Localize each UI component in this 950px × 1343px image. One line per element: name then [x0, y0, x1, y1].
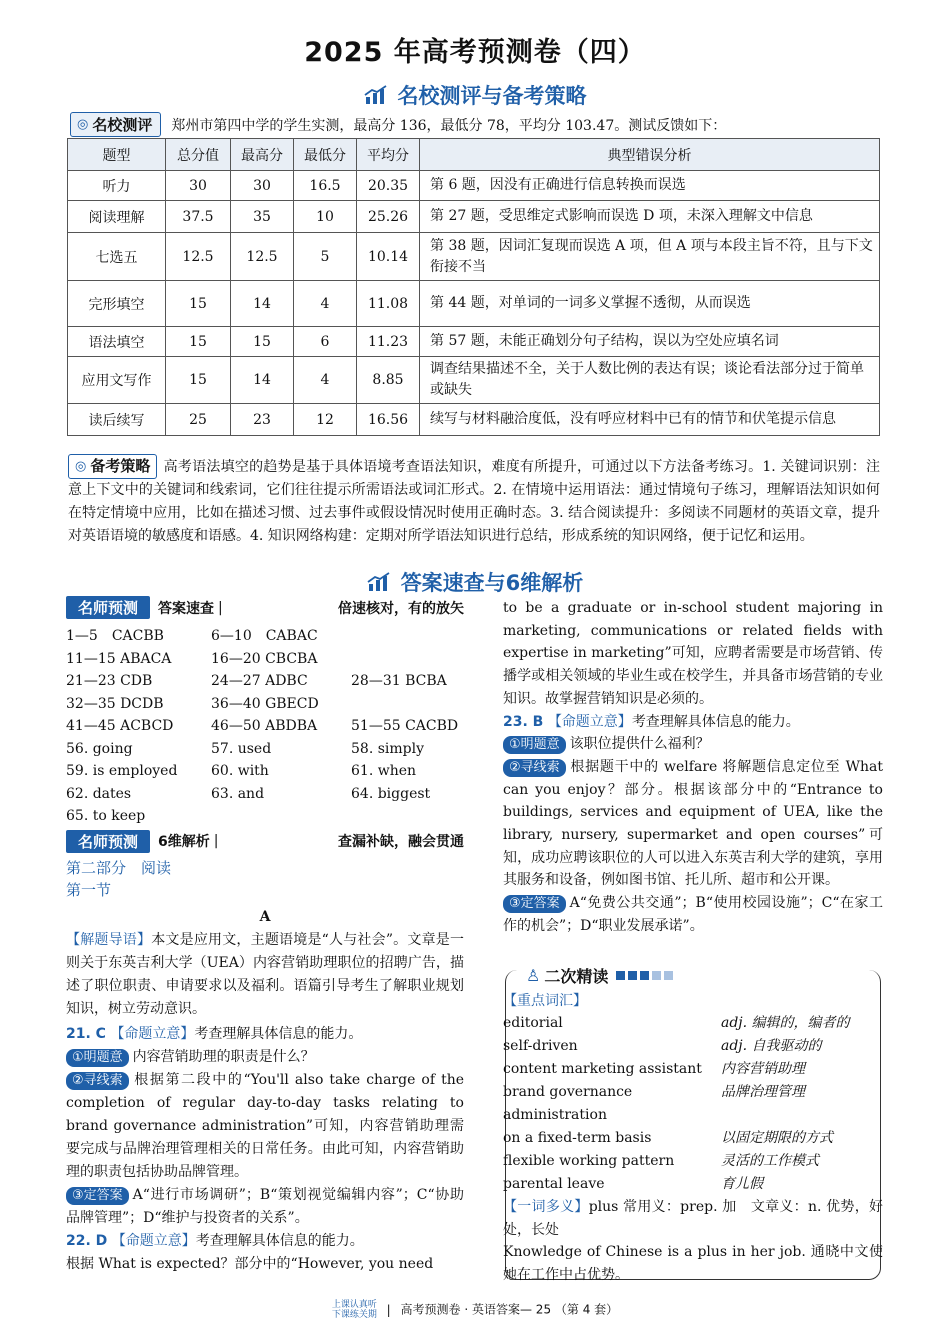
table-header: 最低分	[294, 139, 357, 171]
vocab-term: parental leave	[503, 1176, 605, 1192]
answer-item: 21—23 CDB	[66, 673, 153, 689]
right-column	[503, 597, 883, 938]
vocab-meaning: 品牌治理管理	[721, 1084, 805, 1100]
table-cell: 完形填空	[68, 281, 166, 327]
table-header: 典型错误分析	[420, 139, 880, 171]
vocab-row	[503, 1058, 883, 1081]
table-cell: 15	[166, 281, 231, 327]
answer-item: 41—45 ACBCD	[66, 718, 174, 734]
vocab-row	[503, 1081, 883, 1127]
table-cell: 25	[166, 404, 231, 436]
answer-item: 57. used	[211, 740, 272, 757]
vocab-meaning: 灵活的工作模式	[721, 1153, 819, 1169]
table-cell: 七选五	[68, 233, 166, 281]
table-row	[68, 201, 880, 233]
answer-item: 65. to keep	[66, 808, 146, 824]
analysis-bar	[66, 830, 464, 853]
table-cell: 35	[231, 201, 294, 233]
table-cell: 25.26	[357, 201, 420, 233]
strategy-text: 高考语法填空的趋势是基于具体语境考查语法知识，难度有所提升，可通过以下方法备考练习。1. 关键词识别：注意上下文中的关键词和线索词，它们往往提示所需语法或词汇形式。2. 在情境中运用语法：通过情境句子练习，理解语法知识如何在特定情境中应用，比如在描述习惯、过去事件或假设情况时使用正确时态。3. 结合阅读提升：多阅读不同题材的英语文章，提升对英语语境的敏感度和语感。4. 知识网络构建：定期对所学语法知识进行总结，形成系统的知识网络，便于记忆和运用。	[68, 459, 880, 544]
q22-header: 22. D 【命题立意】考查理解具体信息的能力。	[66, 1232, 364, 1249]
q23-step2: ②寻线索 根据题干中的 welfare 将解题信息定位至 What can you enjoy？部分。根据该部分中的“Entrance to buildings, services and equipment of UEA, like the library, nursery, supermarket and open courses”可知，成功应聘该职位的人可以进入东英吉利大学的建筑，享用其服务和设备，例如图书馆、托儿所、超市和公开课。	[503, 758, 883, 889]
strategy-block	[68, 454, 880, 548]
table-cell: 听力	[68, 171, 166, 201]
passage-label: A	[259, 908, 271, 925]
vocab-block	[503, 990, 883, 1287]
answer-grid	[66, 625, 464, 828]
strategy-tag: ◎ 备考策略	[68, 454, 157, 479]
table-header: 总分值	[166, 139, 231, 171]
q21-step1: ①明题意 内容营销助理的职责是什么？	[66, 1046, 464, 1069]
eval-tag: ◎ 名校测评	[70, 112, 161, 137]
table-cell: 20.35	[357, 171, 420, 201]
table-cell: 30	[166, 171, 231, 201]
table-cell: 14	[231, 357, 294, 404]
chart-icon	[367, 572, 391, 592]
vocab-row	[503, 1012, 883, 1035]
table-cell: 12	[294, 404, 357, 436]
answer-item: 63. and	[211, 785, 265, 802]
table-cell: 5	[294, 233, 357, 281]
q23-step3: ③定答案 A“免费公共交通”；B“使用校园设施”；C“在家工作的机会”；D“职业发展承诺”。	[503, 895, 883, 934]
table-header: 题型	[68, 139, 166, 171]
table-cell: 16.56	[357, 404, 420, 436]
table-cell: 4	[294, 281, 357, 327]
table-cell: 读后续写	[68, 404, 166, 436]
answer-item: 32—35 DCDB	[66, 695, 164, 712]
vocab-term: editorial	[503, 1015, 563, 1031]
page-title: 2025 年高考预测卷（四）	[304, 37, 646, 68]
divider: |	[213, 833, 219, 849]
table-row	[68, 404, 880, 436]
chart-icon	[364, 85, 388, 105]
answer-item: 46—50 ABDBA	[211, 718, 318, 734]
table-cell: 应用文写作	[68, 357, 166, 404]
table-row	[68, 233, 880, 281]
answers-bar	[66, 596, 464, 619]
table-cell: 第 44 题，对单词的一词多义掌握不透彻，从而误选	[420, 281, 880, 327]
eval-intro	[70, 112, 890, 137]
table-cell: 15	[231, 327, 294, 357]
table-cell: 30	[231, 171, 294, 201]
table-cell: 续写与材料融洽度低，没有呼应材料中已有的情节和伏笔提示信息	[420, 404, 880, 436]
table-row	[68, 281, 880, 327]
table-cell: 第 57 题，未能正确划分句子结构，误以为空处应填名词	[420, 327, 880, 357]
section-title-answers	[0, 567, 950, 597]
part-title: 第二部分 阅读	[66, 858, 172, 877]
section-label: 第一节	[66, 880, 112, 899]
table-cell: 第 6 题，因没有正确进行信息转换而误选	[420, 171, 880, 201]
table-cell: 4	[294, 357, 357, 404]
table-cell: 15	[166, 327, 231, 357]
ribbon-label: 名师预测	[66, 830, 150, 853]
answer-item: 64. biggest	[351, 785, 431, 802]
table-cell: 12.5	[231, 233, 294, 281]
brand-logo: 上课认真听 下课练关期	[331, 1300, 377, 1320]
page-footer: 上课认真听 下课练关期 | 高考预测卷 · 英语答案— 25 （第 4 套）	[331, 1300, 619, 1320]
table-row	[68, 357, 880, 404]
answer-item: 16—20 CBCBA	[211, 650, 318, 667]
answer-item: 1—5 CACBB	[66, 628, 164, 644]
answer-item: 51—55 CACBD	[351, 718, 459, 734]
vocab-meaning: 以固定期限的方式	[721, 1130, 833, 1146]
table-cell: 15	[166, 357, 231, 404]
table-cell: 第 38 题，因词汇复现而误选 A 项，但 A 项与本段主旨不符，且与下文衔接不当	[420, 233, 880, 281]
answer-item: 36—40 GBECD	[211, 695, 319, 712]
section-title-text: 答案速查与6维解析	[400, 571, 584, 595]
vocab-heading: 【重点词汇】	[503, 993, 587, 1009]
ribbon-label: 名师预测	[66, 596, 150, 619]
answer-item: 6—10 CABAC	[211, 628, 318, 644]
answer-item	[351, 693, 464, 716]
vocab-term: brand governance administration	[503, 1084, 633, 1123]
table-row	[68, 327, 880, 357]
table-cell: 12.5	[166, 233, 231, 281]
table-cell: 23	[231, 404, 294, 436]
footer-text: 高考预测卷 · 英语答案— 25 （第 4 套）	[400, 1302, 619, 1317]
answers-sub: 答案速查	[158, 600, 215, 617]
answer-item	[351, 648, 464, 671]
vocab-term: self-driven	[503, 1038, 578, 1054]
eval-intro-text: 郑州市第四中学的学生实测，最高分 136，最低分 78，平均分 103.47。测试反馈如下：	[171, 117, 727, 134]
vocab-meaning: 育儿假	[721, 1176, 763, 1192]
answer-item	[351, 625, 464, 648]
q21-step2: ②寻线索 根据第二段中的“You'll also take charge of the completion of regular day-to-day tasks relating to brand governance administration”可知，内容营销助理需要完成与品牌治理管理相关的日常任务。由此可知，内容营销助理的职责包括协助品牌管理。	[66, 1071, 464, 1180]
guide-paragraph: 【解题导语】本文是应用文，主题语境是“人与社会”。文章是一则关于东英吉利大学（UEA）内容营销助理职位的招聘广告，描述了职位职责、申请要求以及福利。语篇引导考生了解职业规划知识，树立劳动意识。	[66, 931, 464, 1017]
table-cell: 6	[294, 327, 357, 357]
table-row	[68, 171, 880, 201]
answer-item: 56. going	[66, 740, 133, 757]
table-cell: 阅读理解	[68, 201, 166, 233]
q23-step1: ①明题意 该职位提供什么福利？	[503, 733, 883, 756]
polysemy-example: Knowledge of Chinese is a plus in her job. 通晓中文使她在工作中占优势。	[503, 1244, 883, 1284]
table-header-row	[68, 139, 880, 171]
polysemy: 【一词多义】plus 常用义：prep. 加 文章义：n. 优势，好处，长处	[503, 1199, 883, 1238]
level-bars	[616, 971, 673, 980]
eval-table	[67, 138, 880, 436]
q21-step3: ③定答案 A“进行市场调研”；B“策划视觉编辑内容”；C“协助品牌管理”；D“维护与投资者的关系”。	[66, 1186, 464, 1226]
divider: |	[218, 599, 223, 616]
section-title-text: 名校测评与备考策略	[397, 84, 587, 108]
vocab-row	[503, 1173, 883, 1196]
vocab-term: content marketing assistant	[503, 1061, 702, 1077]
answer-item: 61. when	[351, 763, 417, 779]
table-header: 平均分	[357, 139, 420, 171]
answer-item: 11—15 ABACA	[66, 650, 172, 667]
left-column	[66, 596, 464, 1276]
vocab-list	[503, 1012, 883, 1196]
analysis-slogan: 查漏补缺，融会贯通	[338, 834, 464, 850]
vocab-row	[503, 1150, 883, 1173]
vocab-row	[503, 1127, 883, 1150]
vocab-meaning: adj. 编辑的，编者的	[721, 1015, 850, 1031]
vocab-meaning: 内容营销助理	[721, 1061, 805, 1077]
reading-heading: ♙ 二次精读	[520, 964, 679, 987]
magnifier-icon: ◎	[75, 459, 87, 474]
vocab-term: flexible working pattern	[503, 1153, 675, 1169]
answer-item	[211, 805, 351, 828]
vocab-meaning: adj. 自我驱动的	[721, 1038, 822, 1054]
table-cell: 14	[231, 281, 294, 327]
table-cell: 16.5	[294, 171, 357, 201]
table-cell: 11.08	[357, 281, 420, 327]
table-cell: 37.5	[166, 201, 231, 233]
q22-continued: to be a graduate or in-school student majoring in marketing, communications or related fields with expertise in marketing”可知，应聘者需要是市场营销、传播学或相关领域的毕业生或在校学生，并具备市场营销的专业知识。故掌握营销知识是必须的。	[503, 600, 883, 707]
answer-item: 58. simply	[351, 740, 425, 757]
answer-item: 62. dates	[66, 785, 132, 802]
table-header: 最高分	[231, 139, 294, 171]
answer-item	[351, 805, 464, 828]
table-cell: 8.85	[357, 357, 420, 404]
q23-header: 23. B 【命题立意】考查理解具体信息的能力。	[503, 713, 800, 730]
answer-item: 59. is employed	[66, 763, 178, 779]
table-cell: 调查结果描述不全，关于人数比例的表达有误；谈论看法部分过于简单或缺失	[420, 357, 880, 404]
answer-item: 24—27 ADBC	[211, 673, 308, 689]
table-cell: 11.23	[357, 327, 420, 357]
answer-item: 60. with	[211, 763, 269, 779]
reader-icon: ♙	[526, 966, 541, 985]
table-cell: 语法填空	[68, 327, 166, 357]
table-cell: 10.14	[357, 233, 420, 281]
table-cell: 第 27 题，受思维定式影响而误选 D 项，未深入理解文中信息	[420, 201, 880, 233]
vocab-row	[503, 1035, 883, 1058]
vocab-term: on a fixed-term basis	[503, 1130, 652, 1146]
analysis-sub: 6维解析	[158, 834, 210, 850]
section-title-eval	[0, 80, 950, 110]
answers-slogan: 倍速核对，有的放矢	[338, 600, 464, 617]
q22-text: 根据 What is expected？部分中的“However, you need	[66, 1255, 434, 1272]
table-cell: 10	[294, 201, 357, 233]
q21-header: 21. C 【命题立意】考查理解具体信息的能力。	[66, 1025, 363, 1042]
answer-item: 28—31 BCBA	[351, 673, 447, 689]
magnifier-icon: ◎	[77, 117, 89, 132]
